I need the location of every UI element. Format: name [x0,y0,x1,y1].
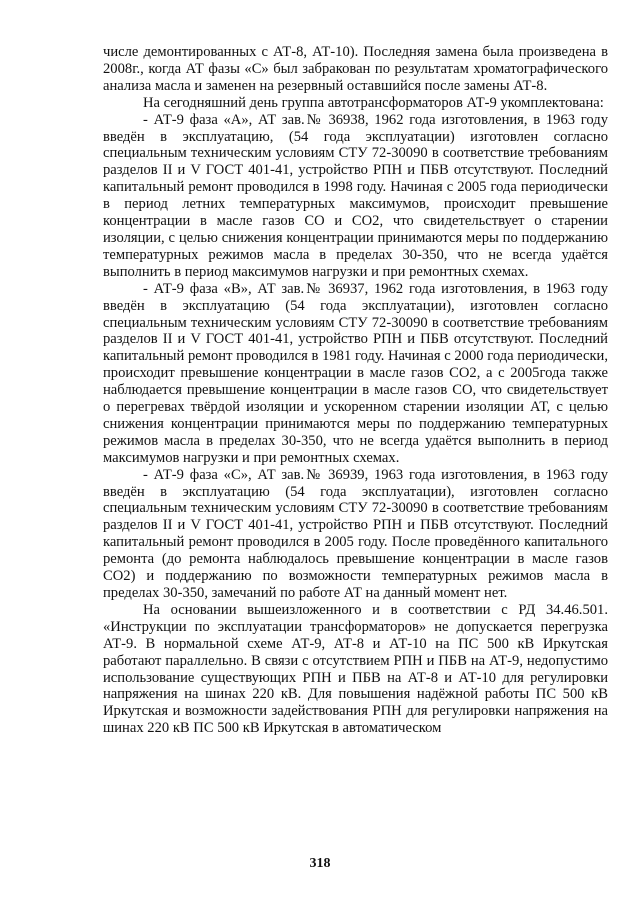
page-number: 318 [309,856,331,871]
paragraph-phase-a: - АТ-9 фаза «А», АТ зав.№ 36938, 1962 года изготовления, в 1963 году введён в эксплуатацию, (54 года эксплуатации) изготовлен согласно специальным техническим условиям СТУ 72-30090 в соответствие требованиям разделов II и V ГОСТ 401-41, устройство РПН и ПБВ отсутствуют. Последний капитальный ремонт проводился в 1998 году. Начиная с 2005 года периодически в период летних температурных максимумов, происходит превышение концентрации в масле газов СО и СО2, что свидетельствует о старении изоляции, с целью снижения концентрации принимаются меры по поддержанию температурных режимов масла в пределах 30-350, что не всегда удаётся выполнить в период максимумов нагрузки и при ремонтных схемах. [103,111,608,280]
paragraph-conclusion: На основании вышеизложенного и в соответствии с РД 34.46.501. «Инструкции по эксплуатации трансформаторов» не допускается перегрузка АТ-9. В нормальной схеме АТ-9, АТ-8 и АТ-10 на ПС 500 кВ Иркутская работают параллельно. В связи с отсутствием РПН и ПБВ на АТ-9, недопустимо использование существующих РПН и ПБВ на АТ-8 и АТ-10 для регулировки напряжения на шинах 220 кВ. Для повышения надёжной работы ПС 500 кВ Иркутская и возможности задействования РПН для регулировки напряжения на шинах 220 кВ ПС 500 кВ Иркутская в автоматическом [103,601,608,737]
document-body [103,44,608,737]
paragraph-intro-continuation: числе демонтированных с АТ-8, АТ-10). Последняя замена была произведена в 2008г., когда АТ фазы «С» был забракован по результатам хроматографического анализа масла и заменен на резервный оставшийся после замены АТ-8. [103,44,608,94]
paragraph-phase-c: - АТ-9 фаза «С», АТ зав.№ 36939, 1963 года изготовления, в 1963 году введён в эксплуатацию (54 года эксплуатации), изготовлен согласно специальным техническим условиям СТУ 72-30090 в соответствие требованиям разделов II и V ГОСТ 401-41, устройство РПН и ПБВ отсутствуют. Последний капитальный ремонт проводился в 2005 году. После проведённого капитального ремонта (до ремонта наблюдалось превышение концентрации в масле газов СО2) и поддержанию по возможности температурных режимов масла в пределах 30-350, замечаний по работе АТ на данный момент нет. [103,466,608,601]
paragraph-group-composition: На сегодняшний день группа автотрансформаторов АТ-9 укомплектована: [143,94,604,111]
paragraph-phase-b: - АТ-9 фаза «В», АТ зав.№ 36937, 1962 года изготовления, в 1963 году введён в эксплуатацию (54 года эксплуатации), изготовлен согласно специальным техническим условиям СТУ 72-30090 в соответствие требованиям разделов II и V ГОСТ 401-41, устройство РПН и ПБВ отсутствуют. Последний капитальный ремонт проводился в 1981 году. Начиная с 2000 года периодически, происходит превышение концентрации в масле газов СО2, а с 2005года также наблюдается превышение концентрации в масле газов СО, что свидетельствует о перегревах твёрдой изоляции и ускоренном старении изоляции АТ, с целью снижения концентрации принимаются меры по поддержанию температурных режимов масла в пределах 30-350, что не всегда удаётся выполнить в период максимумов нагрузки и при ремонтных схемах. [103,280,608,466]
